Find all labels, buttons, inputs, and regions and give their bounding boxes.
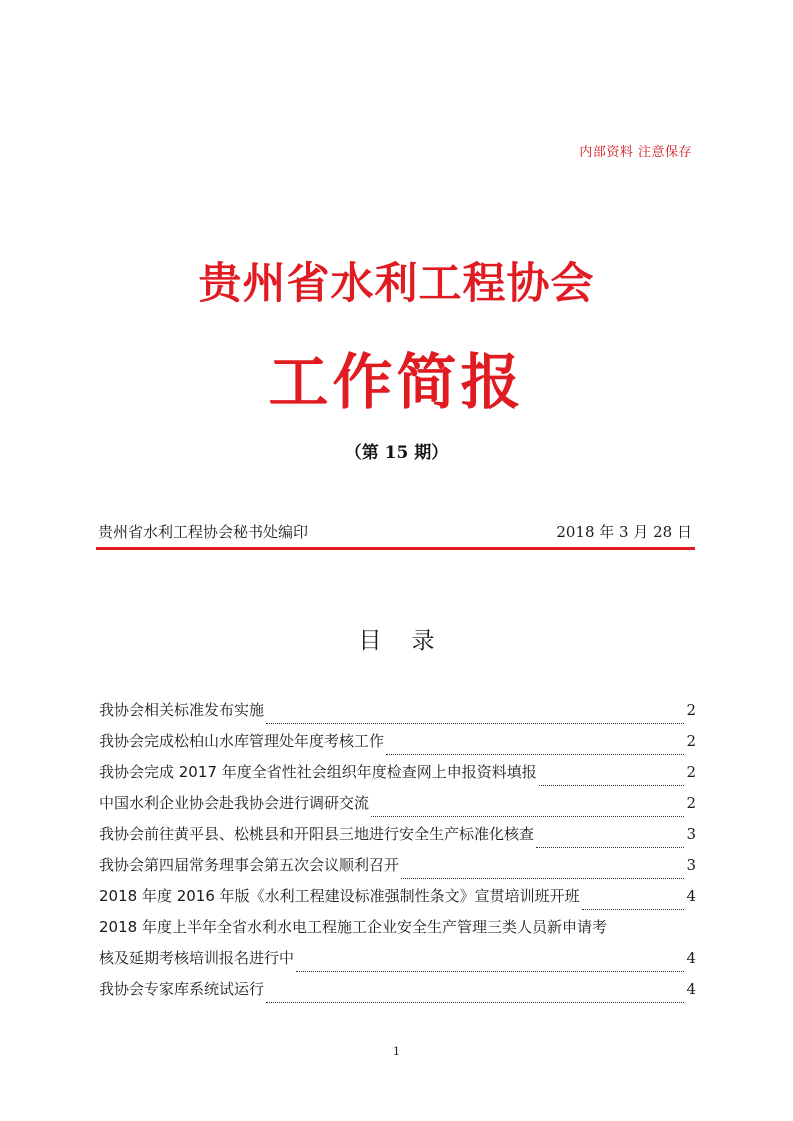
toc-item-page: 4: [686, 887, 696, 905]
toc-item-page: 3: [686, 825, 696, 843]
toc-item-title: 核及延期考核培训报名进行中: [99, 949, 295, 967]
toc-item[interactable]: [99, 947, 696, 978]
toc-item-page: 4: [686, 980, 696, 998]
publish-date: 2018 年 3 月 28 日: [556, 523, 692, 541]
editor-row: [98, 521, 694, 545]
toc-item-page: 3: [686, 856, 696, 874]
toc-item-title: 我协会完成 2017 年度全省性社会组织年度检查网上申报资料填报: [99, 763, 537, 781]
toc-item-page: 2: [686, 732, 696, 750]
editor-name: 贵州省水利工程协会秘书处编印: [98, 523, 309, 541]
toc-leader-dots: [582, 908, 684, 910]
toc-item[interactable]: [99, 699, 696, 730]
toc-item[interactable]: [99, 885, 696, 916]
toc-item[interactable]: [99, 978, 696, 1009]
toc-leader-dots: [539, 784, 684, 786]
organization-title: 贵州省水利工程协会: [198, 259, 595, 309]
toc-item-page: 2: [686, 794, 696, 812]
toc-leader-dots: [296, 970, 684, 972]
toc-leader-dots: [386, 753, 684, 755]
confidential-notice: 内部资料 注意保存: [579, 145, 692, 160]
toc-item-title: 我协会第四届常务理事会第五次会议顺利召开: [99, 856, 400, 874]
toc-item[interactable]: [99, 761, 696, 792]
toc-item[interactable]: [99, 823, 696, 854]
toc-item[interactable]: [99, 730, 696, 761]
toc-item-title: 我协会完成松柏山水库管理处年度考核工作: [99, 732, 385, 750]
table-of-contents: [99, 699, 696, 1009]
toc-item-title: 中国水利企业协会赴我协会进行调研交流: [99, 794, 370, 812]
red-divider: [96, 547, 695, 550]
bulletin-title: 工作简报: [268, 348, 525, 418]
toc-heading: 目录: [358, 628, 465, 654]
issue-number: （第 15 期）: [344, 443, 449, 463]
toc-leader-dots: [401, 877, 684, 879]
toc-item-title: 2018 年度 2016 年版《水利工程建设标准强制性条文》宣贯培训班开班: [99, 887, 580, 905]
toc-item-title-line1[interactable]: 2018 年度上半年全省水利水电工程施工企业安全生产管理三类人员新申请考: [99, 918, 607, 936]
toc-item-page: 2: [686, 763, 696, 781]
toc-item-title: 我协会相关标准发布实施: [99, 701, 265, 719]
toc-item-title: 我协会专家库系统试运行: [99, 980, 265, 998]
toc-leader-dots: [266, 722, 684, 724]
toc-item-title: 我协会前往黄平县、松桃县和开阳县三地进行安全生产标准化核查: [99, 825, 535, 843]
page-number: 1: [393, 1045, 400, 1058]
toc-leader-dots: [266, 1001, 684, 1003]
toc-item-page: 2: [686, 701, 696, 719]
toc-item[interactable]: [99, 854, 696, 885]
toc-leader-dots: [536, 846, 684, 848]
toc-item-page: 4: [686, 949, 696, 967]
toc-item[interactable]: [99, 792, 696, 823]
toc-leader-dots: [371, 815, 684, 817]
